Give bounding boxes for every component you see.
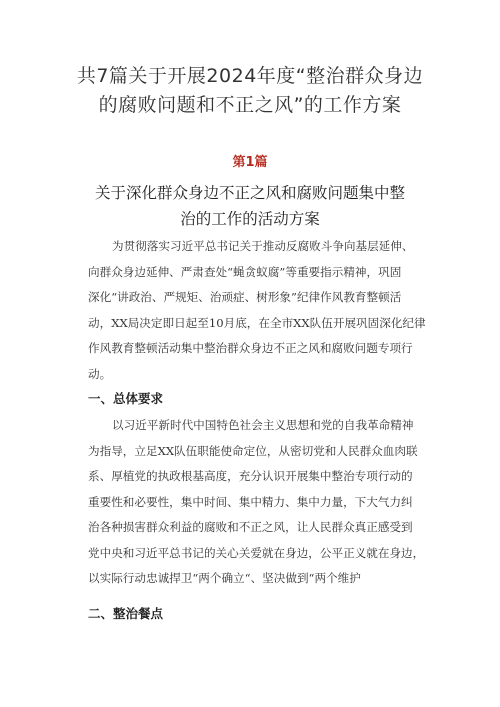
paragraph-line: 党中央和习近平总书记的关心关爱就在身边，公平正义就在身边，: [88, 545, 425, 560]
document-title: [60, 62, 440, 120]
paragraph-line: 为指导，立足XX队伍职能使命定位，从密切党和人民群众血肉联: [88, 443, 418, 458]
paragraph-line: 深化“讲政治、严规矩、治顽症、树形象”纪律作风教育整顿活: [88, 290, 402, 304]
paragraph-line: 治各种损害群众利益的腐败和不正之风，让人民群众真正感受到: [88, 520, 413, 534]
paragraph-line: 向群众身边延伸、严肃查处“蝇贪蚁腐”等重要指示精神，巩固: [88, 264, 402, 279]
paragraph-line: 系、厚植党的执政根基高度，充分认识开展集中整治专项行动的: [88, 469, 413, 483]
section-heading-general-requirements: 一、总体要求: [88, 391, 164, 406]
paragraph-line: 重要性和必要性，集中时间、集中精力、集中力量，下大气力纠: [88, 494, 413, 509]
article-title-line: 治的工作的活动方案: [180, 210, 320, 228]
paragraph-line: 作风教育整顿活动集中整治群众身边不正之风和腐败问题专项行: [88, 341, 413, 355]
section-number: 第1篇: [232, 155, 268, 170]
paragraph-line: 为贯彻落实习近平总书记关于推动反腐败斗争向基层延伸、: [112, 239, 414, 253]
article-title-line: 关于深化群众身边不正之风和腐败问题集中整: [94, 184, 405, 202]
paragraph-line: 以习近平新时代中国特色社会主义思想和党的自我革命精神: [112, 418, 414, 432]
paragraph-line: 动，XX局决定即日起至10月底，在全市XX队伍开展巩固深化纪律: [88, 315, 426, 330]
document-title-line: 共7篇关于开展2024年度“整治群众身边: [76, 65, 424, 87]
document-title-line: 的腐败问题和不正之风”的工作方案: [98, 94, 402, 116]
general-requirements-paragraph: [88, 413, 433, 592]
paragraph-line: 动。: [88, 366, 112, 381]
paragraph-line: 以实际行动忠诚捍卫“两个确立“、坚决做到“两个维护: [88, 571, 361, 585]
article-title: [70, 180, 430, 232]
section-heading-rectification-focus: 二、整治餐点: [88, 606, 164, 621]
intro-paragraph: [88, 234, 433, 387]
